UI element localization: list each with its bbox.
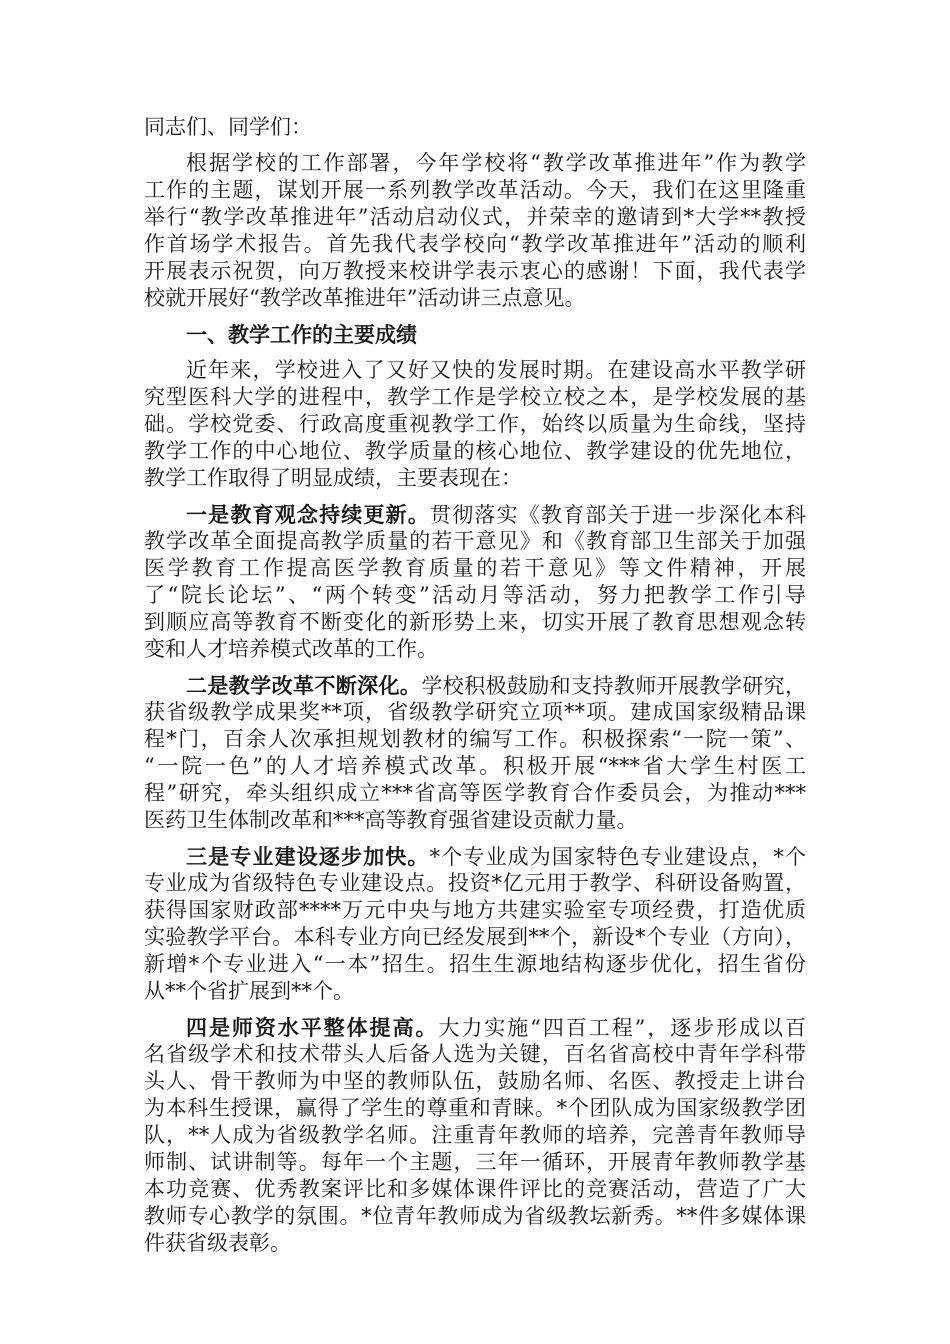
text-line: 近年来，学校进入了又好又快的发展时期。在建设高水平教学研 bbox=[186, 358, 806, 382]
text-line: 程”研究，牵头组织成立***省高等医学教育合作委员会，为推动*** bbox=[144, 781, 806, 805]
text-line: 程*门，百余人次承担规划教材的编写工作。积极探索“一院一策”、 bbox=[144, 727, 806, 751]
point-lead: 一是教育观念持续更新。 bbox=[186, 502, 431, 527]
text-line: 作首场学术报告。首先我代表学校向“教学改革推进年”活动的顺利 bbox=[144, 232, 806, 256]
point-text: 学校积极鼓励和支持教师开展教学研究， bbox=[421, 674, 807, 698]
point-lead: 二是教学改革不断深化。 bbox=[186, 673, 422, 698]
point-lead: 三是专业建设逐步加快。 bbox=[186, 844, 430, 869]
text-line: “一院一色”的人才培养模式改革。积极开展“***省大学生村医工 bbox=[144, 754, 806, 778]
greeting: 同志们、同学们： bbox=[144, 115, 312, 139]
text-line: 到顺应高等教育不断变化的新形势上来，切实开展了教育思想观念转 bbox=[144, 610, 806, 634]
text-line: 专业成为省级特色专业建设点。投资*亿元用于教学、科研设备购置， bbox=[144, 871, 806, 895]
text-line: 变和人才培养模式改革的工作。 bbox=[144, 637, 438, 661]
text-line: 究型医科大学的进程中，教学工作是学校立校之本，是学校发展的基 bbox=[144, 385, 806, 409]
point-text: 贯彻落实《教育部关于进一步深化本科 bbox=[430, 503, 807, 527]
text-line: 本功竞赛、优秀教案评比和多媒体课件评比的竞赛活动，营造了广大 bbox=[144, 1177, 806, 1201]
text-line: 名省级学术和技术带头人后备人选为关键，百名省高校中青年学科带 bbox=[144, 1042, 806, 1066]
text-line: 教学改革全面提高教学质量的若干意见》和《教育部卫生部关于加强 bbox=[144, 529, 806, 553]
text-line: 教学工作的中心地位、教学质量的核心地位、教学建设的优先地位， bbox=[144, 439, 806, 463]
text-line: 举行“教学改革推进年”活动启动仪式，并荣幸的邀请到*大学**教授 bbox=[144, 205, 806, 229]
text-line bbox=[144, 843, 806, 870]
text-line: 医学教育工作提高医学教育质量的若干意见》等文件精神，开展 bbox=[144, 556, 806, 580]
section-heading: 一、教学工作的主要成绩 bbox=[186, 322, 417, 347]
text-line: 件获省级表彰。 bbox=[144, 1231, 291, 1255]
text-line: 队，**人成为省级教学名师。注重青年教师的培养，完善青年教师导 bbox=[144, 1123, 806, 1147]
text-line: 根据学校的工作部署，今年学校将“教学改革推进年”作为教学 bbox=[186, 151, 806, 175]
text-line bbox=[144, 1014, 806, 1041]
point-1-paragraph bbox=[144, 501, 806, 663]
document-page bbox=[144, 114, 806, 1257]
intro-paragraph bbox=[144, 150, 806, 312]
text-line: 为本科生授课，赢得了学生的尊重和青睐。*个团队成为国家级教学团 bbox=[144, 1096, 806, 1120]
text-line bbox=[144, 672, 806, 699]
text-line: 新增*个专业进入“一本”招生。招生生源地结构逐步优化，招生省份 bbox=[144, 952, 806, 976]
point-lead: 四是师资水平整体提高。 bbox=[186, 1015, 439, 1040]
point-2-paragraph bbox=[144, 672, 806, 834]
text-line: 础。学校党委、行政高度重视教学工作，始终以质量为生命线，坚持 bbox=[144, 412, 806, 436]
text-line: 校就开展好“教学改革推进年”活动讲三点意见。 bbox=[144, 286, 586, 310]
text-line bbox=[144, 501, 806, 528]
text-line: 获省级教学成果奖**项，省级教学研究立项**项。建成国家级精品课 bbox=[144, 700, 806, 724]
point-3-paragraph bbox=[144, 843, 806, 1005]
text-line: 教师专心教学的氛围。*位青年教师成为省级教坛新秀。**件多媒体课 bbox=[144, 1204, 806, 1228]
text-line: 教学工作取得了明显成绩，主要表现在： bbox=[144, 466, 522, 490]
point-text: 大力实施“四百工程”，逐步形成以百 bbox=[438, 1016, 806, 1040]
text-line: 开展表示祝贺，向万教授来校讲学表示衷心的感谢！下面，我代表学 bbox=[144, 259, 806, 283]
overview-paragraph bbox=[144, 357, 806, 492]
text-line: 工作的主题，谋划开展一系列教学改革活动。今天，我们在这里隆重 bbox=[144, 178, 806, 202]
point-text: *个专业成为国家特色专业建设点，*个 bbox=[429, 845, 807, 869]
text-line: 从**个省扩展到**个。 bbox=[144, 979, 354, 1003]
text-line: 获得国家财政部****万元中央与地方共建实验室专项经费，打造优质 bbox=[144, 898, 806, 922]
text-line: 了“院长论坛”、“两个转变”活动月等活动，努力把教学工作引导 bbox=[144, 583, 806, 607]
text-line: 医药卫生体制改革和***高等教育强省建设贡献力量。 bbox=[144, 808, 638, 832]
text-line: 师制、试讲制等。每年一个主题，三年一循环，开展青年教师教学基 bbox=[144, 1150, 806, 1174]
point-4-paragraph bbox=[144, 1014, 806, 1257]
text-line: 头人、骨干教师为中坚的教师队伍，鼓励名师、名医、教授走上讲台 bbox=[144, 1069, 806, 1093]
text-line: 实验教学平台。本科专业方向已经发展到**个，新设*个专业（方向）， bbox=[144, 925, 806, 949]
